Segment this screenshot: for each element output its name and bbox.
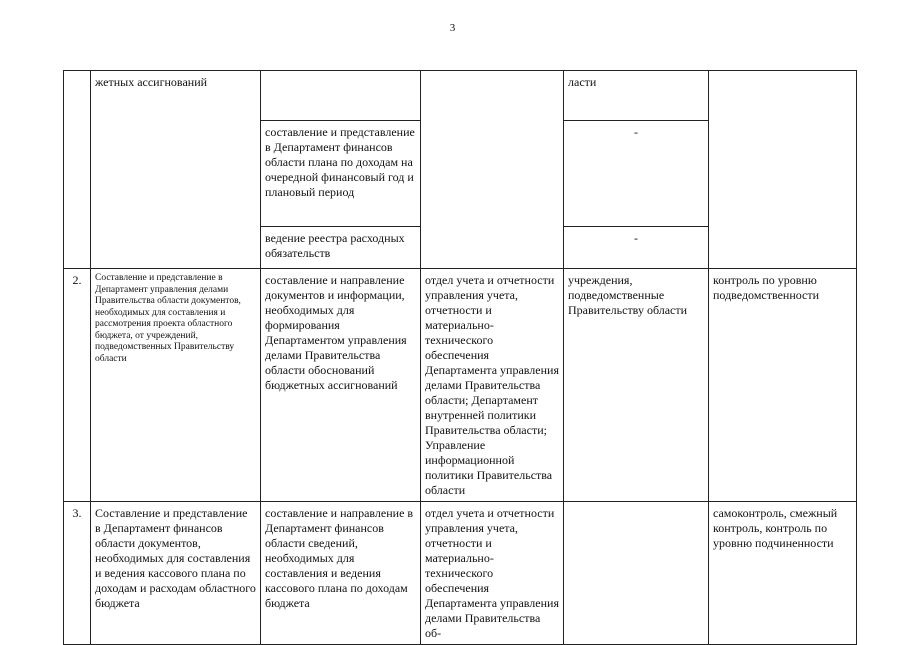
table-row: [64, 269, 857, 502]
control-cell: самоконтроль, смежный контроль, контроль по уровню подчиненности: [709, 502, 857, 645]
row-number-cell: 3.: [64, 502, 91, 645]
control-cell: [709, 71, 857, 269]
participants-cell: учреждения, подведомственные Правительству области: [564, 269, 709, 502]
executor-cell: [421, 71, 564, 269]
operation-cell: составление и направление в Департамент финансов области сведений, необходимых для составления и ведения кассового плана по доходам бюджета: [261, 502, 421, 645]
operation-cell: составление и направление документов и информации, необходимых для формирования Департаментом управления делами Правительства области обоснований бюджетных ассигнований: [261, 269, 421, 502]
executor-cell: отдел учета и отчетности управления учета, отчетности и материально-технического обеспечения Департамента управления делами Правительства об-: [421, 502, 564, 645]
operation-cell: ведение реестра расходных обязательств: [261, 227, 421, 269]
procedures-table: [63, 70, 857, 645]
page-number: 3: [449, 22, 456, 34]
task-cell: Составление и представление в Департамент финансов области документов, необходимых для составления и ведения кассового плана по доходам и расходам областного бюджета: [91, 502, 261, 645]
control-cell: контроль по уровню подведомственности: [709, 269, 857, 502]
executor-cell: отдел учета и отчетности управления учета, отчетности и материально-технического обеспечения Департамента управления делами Правительства области; Департамент внутренней политики Правительства области; Управление информационной политики Правительства области: [421, 269, 564, 502]
table-row: [64, 502, 857, 645]
operation-cell: [261, 71, 421, 121]
row-number-cell: [64, 71, 91, 269]
task-cell: жетных ассигнований: [91, 71, 261, 269]
task-cell: Составление и представление в Департамент управления делами Правительства области документов, необходимых для составления и рассмотрения проекта областного бюджета, от учреждений, подведомственных Правительству области: [91, 269, 261, 502]
participants-cell: -: [564, 121, 709, 227]
operation-cell: составление и представление в Департамент финансов области плана по доходам на очередной финансовый год и плановый период: [261, 121, 421, 227]
participants-cell: [564, 502, 709, 645]
participants-cell: -: [564, 227, 709, 269]
participants-cell: ласти: [564, 71, 709, 121]
row-number-cell: 2.: [64, 269, 91, 502]
table-row: [64, 71, 857, 121]
